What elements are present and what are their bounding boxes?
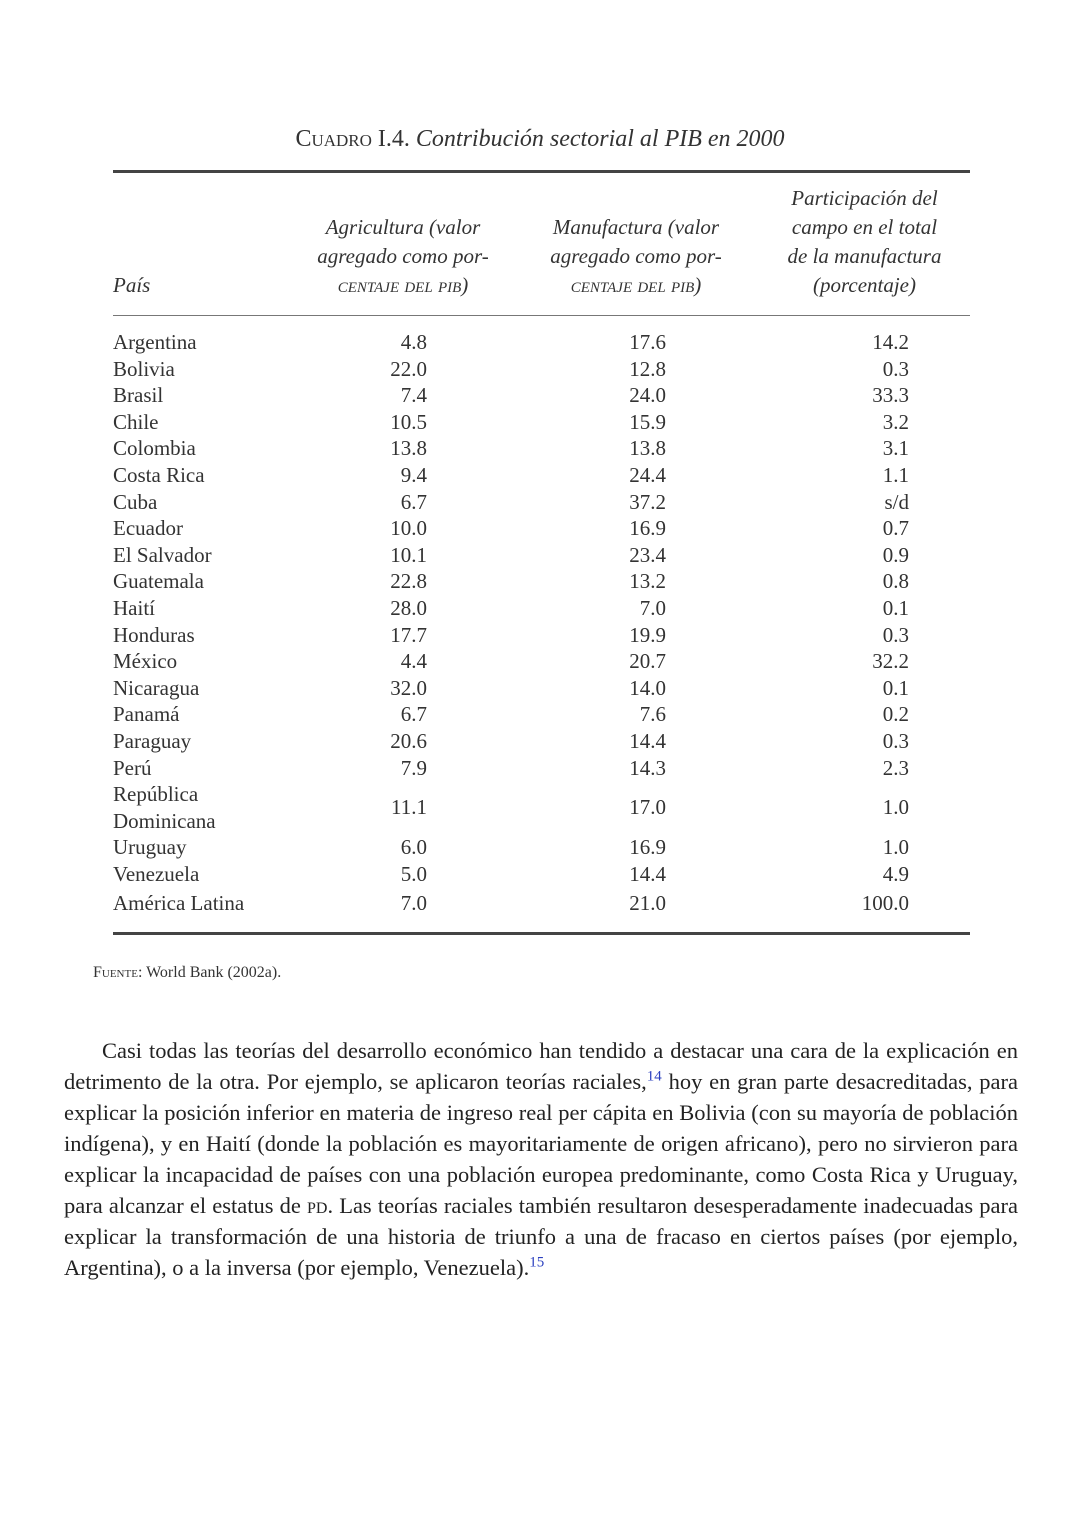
cell-agri: 7.9: [400, 755, 427, 780]
cell-country: México: [113, 649, 178, 674]
table-row: [113, 489, 970, 516]
cell-country: Paraguay: [113, 728, 192, 753]
cell-country: Colombia: [113, 436, 196, 461]
cell-country: Ecuador: [113, 516, 183, 541]
cell-manu: 24.0: [629, 383, 666, 408]
header-line: (porcentaje): [812, 273, 916, 297]
cell-manu: 17.6: [629, 330, 666, 354]
total-country: América Latina: [113, 891, 245, 915]
table-row: [113, 622, 970, 649]
table-row: [113, 435, 970, 462]
source-label: Fuente:: [93, 964, 143, 981]
cell-agri: 9.4: [400, 462, 427, 487]
header-line: de la manufactura: [787, 244, 942, 268]
cell-agri: 5.0: [400, 861, 427, 886]
cell-manu: 12.8: [629, 356, 666, 381]
table-body: [113, 329, 970, 887]
table-caption: Contribución sectorial al PIB en 2000: [415, 126, 785, 152]
cell-share: 0.2: [882, 702, 909, 727]
cell-share: 4.9: [882, 861, 909, 886]
cell-country: Honduras: [113, 622, 195, 647]
source-text: World Bank (2002a).: [142, 964, 282, 981]
cell-country: Bolivia: [113, 356, 175, 381]
footnote-ref-14[interactable]: 14: [646, 1068, 662, 1084]
cell-share: 0.3: [882, 622, 909, 647]
cell-share: 0.7: [882, 516, 909, 541]
table-row: [113, 356, 970, 383]
cell-country: Cuba: [113, 489, 158, 514]
cell-manu: 7.6: [639, 702, 666, 727]
cell-share: 33.3: [872, 383, 909, 408]
table-row: [113, 675, 970, 702]
cell-country: Guatemala: [113, 569, 204, 594]
cell-country: Argentina: [113, 330, 197, 354]
cell-manu: 15.9: [629, 409, 666, 434]
cell-manu: 14.4: [629, 728, 666, 753]
cell-share: 0.1: [882, 675, 909, 700]
cell-country: Nicaragua: [113, 675, 200, 700]
cell-share: s/d: [884, 489, 909, 514]
bottom-rule: [113, 932, 970, 935]
table-row: [113, 834, 970, 861]
cell-share: 0.3: [882, 356, 909, 381]
cell-share: 2.3: [882, 755, 909, 780]
total-row: [113, 890, 970, 917]
table-row: [113, 595, 970, 622]
table-row: [113, 648, 970, 675]
cell-country: Uruguay: [113, 835, 187, 860]
total-manu: 21.0: [629, 891, 666, 915]
cell-agri: 7.4: [400, 383, 427, 408]
table-source: [93, 964, 281, 982]
cell-country: Chile: [113, 409, 159, 434]
body-paragraph: [64, 1035, 1018, 1283]
cell-agri: 22.0: [390, 356, 427, 381]
cell-manu: 14.3: [629, 755, 666, 780]
cell-share: 14.2: [872, 330, 909, 354]
cell-share: 0.9: [882, 542, 909, 567]
paragraph-text: . Las teorías raciales también resultaron desesperadamente inadecuadas para explicar la transformación de una historia de triunfo a una de fracaso en ciertos países (por ejemplo, Argentina), o a la inversa (por ejemplo, Venezuela).: [64, 1192, 1019, 1280]
cell-manu: 14.4: [629, 861, 666, 886]
table-row: [113, 701, 970, 728]
cell-agri: 32.0: [390, 675, 427, 700]
cell-agri: 11.1: [391, 795, 427, 820]
cell-manu: 13.8: [629, 436, 666, 461]
header-line: Participación del: [791, 186, 938, 210]
cell-manu: 19.9: [629, 622, 666, 647]
cell-country: Haití: [113, 595, 155, 620]
header-share: [739, 184, 970, 300]
header-manufacture: [503, 184, 739, 300]
cell-agri: 6.0: [400, 835, 427, 860]
total-agri: 7.0: [400, 891, 427, 915]
cell-agri: 13.8: [390, 436, 427, 461]
header-rule: [113, 315, 970, 316]
paragraph-text: hoy en gran parte desacreditadas, para explicar la posición inferior en materia de ingreso real per cápita en Bolivia (con su mayoría de población indígena), y en Haití (donde la población es mayoritariamente de origen africano), pero no sirvieron para explicar la incapacidad de países con una población europea predominante, como Costa Rica y Uruguay, para alcanzar el estatus de: [64, 1068, 1019, 1218]
header-line: agregado como por-: [317, 244, 489, 268]
cell-manu: 23.4: [629, 542, 666, 567]
header-line: Manufactura (valor: [552, 215, 720, 239]
cell-share: 1.1: [882, 462, 909, 487]
header-line: centaje del pib): [570, 273, 702, 297]
cell-manu: 20.7: [629, 649, 666, 674]
cell-share: 0.3: [882, 728, 909, 753]
cell-agri: 20.6: [390, 728, 427, 753]
table-row: [113, 382, 970, 409]
cell-manu: 17.0: [629, 795, 666, 820]
cell-agri: 17.7: [390, 622, 427, 647]
cell-agri: 6.7: [400, 702, 427, 727]
cell-manu: 7.0: [639, 595, 666, 620]
header-line: centaje del pib): [337, 273, 469, 297]
table-row: [113, 755, 970, 782]
cell-country: Venezuela: [113, 861, 200, 886]
footnote-ref-15[interactable]: 15: [529, 1254, 545, 1270]
cell-manu: 14.0: [629, 675, 666, 700]
paragraph-text: Casi todas las teorías del desarrollo económico han tendido a destacar una cara de la explicación en detrimento de la otra. Por ejemplo, se aplicaron teorías raciales,: [64, 1037, 1018, 1094]
cell-agri: 4.4: [400, 649, 427, 674]
cell-agri: 22.8: [390, 569, 427, 594]
header-agriculture: [303, 184, 503, 300]
cell-country: El Salvador: [113, 542, 212, 567]
header-line: Agricultura (valor: [325, 215, 481, 239]
table-row: [113, 329, 970, 356]
cell-country: Panamá: [113, 702, 180, 727]
cell-agri: 10.1: [390, 542, 427, 567]
cell-share: 3.1: [882, 436, 909, 461]
cell-share: 32.2: [872, 649, 909, 674]
cell-share: 1.0: [882, 795, 909, 820]
cell-manu: 24.4: [629, 462, 666, 487]
cell-share: 1.0: [882, 835, 909, 860]
cell-agri: 4.8: [400, 330, 427, 354]
cell-country: República Dominicana: [113, 782, 216, 833]
table-row: [113, 462, 970, 489]
cell-country: Brasil: [113, 383, 164, 408]
cell-manu: 37.2: [629, 489, 666, 514]
cell-share: 3.2: [882, 409, 909, 434]
table-row: [113, 568, 970, 595]
table-row: [113, 409, 970, 436]
cell-agri: 10.5: [390, 409, 427, 434]
table-header: [113, 184, 970, 300]
cell-country: Costa Rica: [113, 462, 205, 487]
header-line: agregado como por-: [550, 244, 722, 268]
table-label: Cuadro I.4.: [295, 126, 410, 152]
table-title: [0, 126, 1080, 153]
cell-manu: 16.9: [629, 835, 666, 860]
table-row: [113, 542, 970, 569]
table-row: [113, 861, 970, 888]
table-row: [113, 728, 970, 755]
top-rule: [113, 170, 970, 173]
table-total: [113, 890, 970, 917]
cell-country: Perú: [113, 755, 152, 780]
table-row: [113, 515, 970, 542]
header-country: País: [113, 273, 151, 297]
cell-agri: 6.7: [400, 489, 427, 514]
cell-manu: 16.9: [629, 516, 666, 541]
cell-agri: 10.0: [390, 516, 427, 541]
total-share: 100.0: [861, 891, 909, 915]
table-row: [113, 781, 970, 834]
cell-agri: 28.0: [390, 595, 427, 620]
cell-share: 0.8: [882, 569, 909, 594]
cell-manu: 13.2: [629, 569, 666, 594]
cell-share: 0.1: [882, 595, 909, 620]
header-line: campo en el total: [791, 215, 938, 239]
abbreviation-pd: pd: [307, 1192, 328, 1218]
